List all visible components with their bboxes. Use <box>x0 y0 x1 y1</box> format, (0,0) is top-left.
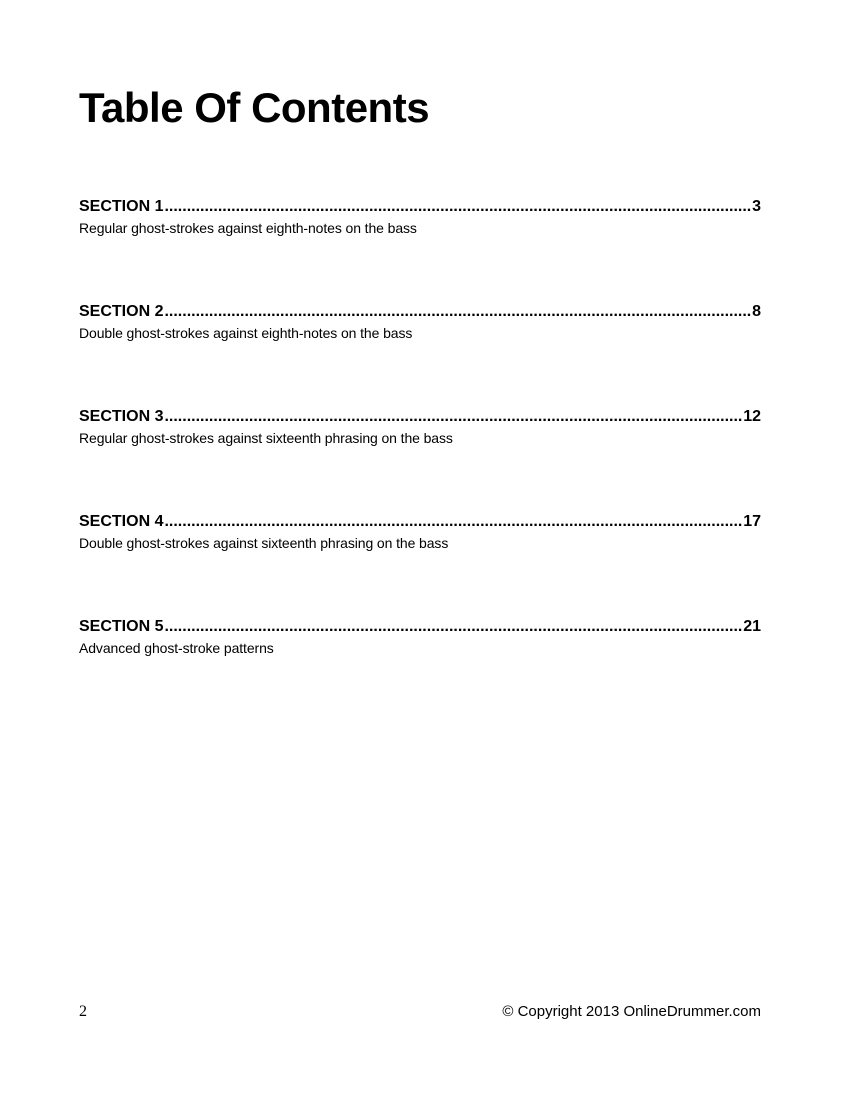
toc-dot-leader <box>164 195 751 219</box>
toc-section-label: SECTION 5 <box>79 618 164 635</box>
toc-entry-section-5[interactable] <box>79 615 761 720</box>
page-title: Table Of Contents <box>79 84 430 131</box>
toc-section-label: SECTION 4 <box>79 513 164 530</box>
toc-dot-leader <box>164 300 751 324</box>
toc-section-description: Advanced ghost-stroke patterns <box>79 640 274 656</box>
toc-section-description: Double ghost-strokes against eighth-notes on the bass <box>79 325 413 341</box>
toc-dot-leader <box>164 615 742 639</box>
toc-page-number: 3 <box>752 198 761 215</box>
toc-page-number: 8 <box>752 303 761 320</box>
toc-section-label: SECTION 3 <box>79 408 164 425</box>
toc-section-label: SECTION 2 <box>79 303 164 320</box>
toc-dot-leader <box>164 510 742 534</box>
toc-dot-leader <box>164 405 742 429</box>
toc-page-number: 21 <box>743 618 761 635</box>
toc-entry-line <box>79 615 761 639</box>
toc-entry-line <box>79 300 761 324</box>
toc-page-number: 17 <box>743 513 761 530</box>
footer-copyright: © Copyright 2013 OnlineDrummer.com <box>502 1003 761 1020</box>
toc-page-number: 12 <box>743 408 761 425</box>
toc-entry-line <box>79 510 761 534</box>
toc-entry-section-4[interactable] <box>79 510 761 615</box>
toc-section-description: Regular ghost-strokes against eighth-notes on the bass <box>79 220 417 236</box>
toc-entry-line <box>79 195 761 219</box>
toc-section-description: Double ghost-strokes against sixteenth phrasing on the bass <box>79 535 449 551</box>
footer-page-number: 2 <box>79 1003 87 1020</box>
toc-entry-section-1[interactable] <box>79 195 761 300</box>
toc-entry-line <box>79 405 761 429</box>
toc-entry-section-3[interactable] <box>79 405 761 510</box>
toc-entry-section-2[interactable] <box>79 300 761 405</box>
toc-section-label: SECTION 1 <box>79 198 164 215</box>
toc-section-description: Regular ghost-strokes against sixteenth phrasing on the bass <box>79 430 453 446</box>
toc-list <box>79 195 761 720</box>
